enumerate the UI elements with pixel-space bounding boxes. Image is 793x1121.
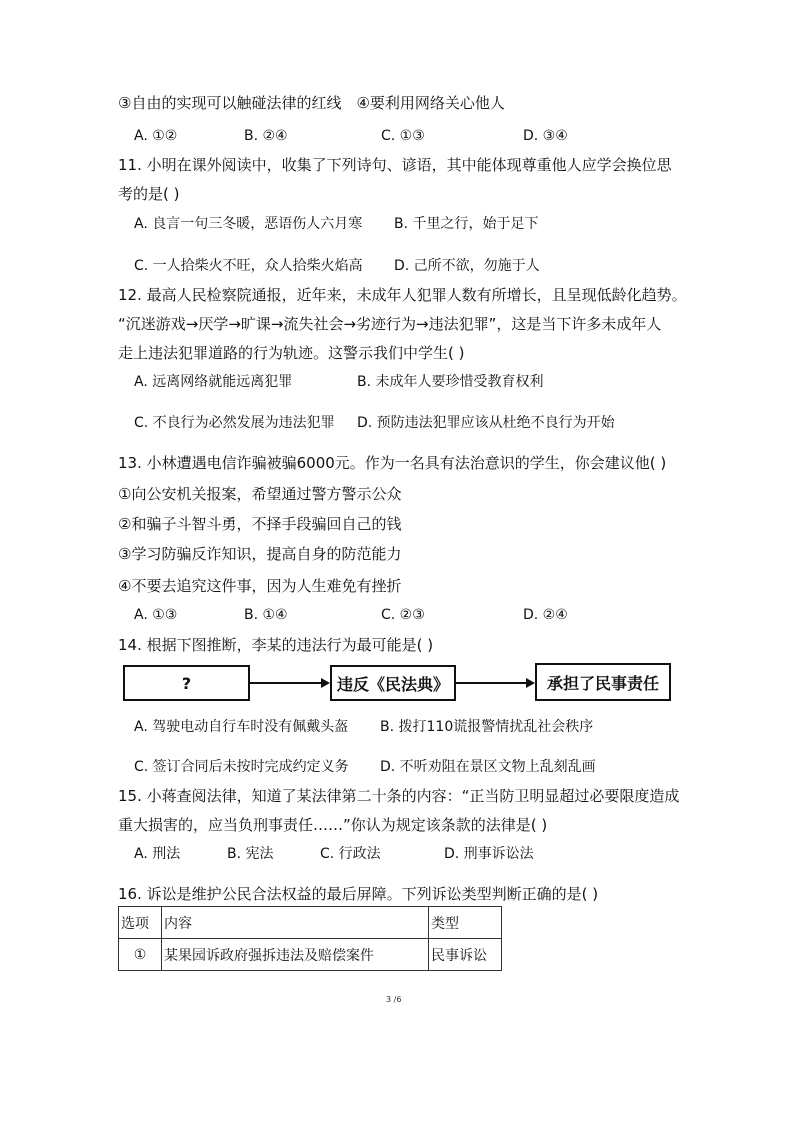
q14-option-d: D. 不听劝阻在景区文物上乱刻乱画	[380, 759, 596, 775]
page-number: 3 /6	[386, 995, 402, 1004]
q10-option-b: B. ②④	[244, 128, 288, 144]
diagram-arrow-2	[456, 682, 527, 684]
q13-statement-2: ②和骗子斗智斗勇，不择手段骗回自己的钱	[118, 515, 402, 533]
table-header-type: 类型	[429, 907, 502, 939]
table-cell-option: ①	[119, 939, 162, 971]
q10-option-c: C. ①③	[381, 128, 425, 144]
q15-option-d: D. 刑事诉讼法	[444, 846, 534, 862]
q15-option-a: A. 刑法	[134, 846, 181, 862]
table-header-option: 选项	[119, 907, 162, 939]
q11-option-c: C. 一人拾柴火不旺，众人拾柴火焰高	[134, 258, 363, 274]
q16-table	[118, 906, 502, 971]
diagram-box-unknown	[123, 665, 250, 701]
q13-stem: 13. 小林遭遇电信诈骗被骗6000元。作为一名具有法治意识的学生，你会建议他( )	[118, 454, 667, 472]
q12-option-b: B. 未成年人要珍惜受教育权利	[357, 374, 544, 390]
q14-option-c: C. 签订合同后未按时完成约定义务	[134, 759, 349, 775]
q13-statement-3: ③学习防骗反诈知识，提高自身的防范能力	[118, 545, 402, 563]
q13-option-d: D. ②④	[523, 607, 568, 623]
q11-stem-1: 11. 小明在课外阅读中，收集了下列诗句、谚语，其中能体现尊重他人应学会换位思	[118, 156, 672, 174]
diagram-box-liability-label: 承担了民事责任	[546, 673, 659, 693]
q13-statement-1: ①向公安机关报案，希望通过警方警示公众	[118, 485, 402, 503]
table-row	[119, 939, 502, 971]
diagram-box-violation	[330, 665, 456, 701]
diagram-arrowhead-2	[526, 678, 535, 688]
q11-option-b: B. 千里之行，始于足下	[394, 216, 539, 232]
q12-stem-1: 12. 最高人民检察院通报，近年来，未成年人犯罪人数有所增长，且呈现低龄化趋势。	[118, 286, 687, 304]
q12-stem-2: “沉迷游戏→厌学→旷课→流失社会→劣迹行为→违法犯罪”，这是当下许多未成年人	[118, 315, 662, 333]
q11-option-d: D. 己所不欲，勿施于人	[394, 258, 540, 274]
q15-option-c: C. 行政法	[320, 846, 381, 862]
q12-option-c: C. 不良行为必然发展为违法犯罪	[134, 415, 335, 431]
q15-option-b: B. 宪法	[227, 846, 274, 862]
q10-option-d: D. ③④	[523, 128, 568, 144]
diagram-box-liability	[535, 663, 671, 701]
q16-stem: 16. 诉讼是维护公民合法权益的最后屏障。下列诉讼类型判断正确的是( )	[118, 885, 599, 903]
q15-stem-2: 重大损害的，应当负刑事责任……”你认为规定该条款的法律是( )	[118, 816, 548, 834]
table-cell-type: 民事诉讼	[429, 939, 502, 971]
q13-statement-4: ④不要去追究这件事，因为人生难免有挫折	[118, 577, 402, 595]
q11-stem-2: 考的是( )	[118, 185, 180, 203]
q11-option-a: A. 良言一句三冬暖，恶语伤人六月寒	[134, 216, 363, 232]
diagram-box-violation-label: 违反《民法典》	[336, 674, 449, 694]
diagram-arrow-1	[250, 682, 322, 684]
q14-stem: 14. 根据下图推断，李某的违法行为最可能是( )	[118, 636, 434, 654]
q13-option-a: A. ①③	[134, 607, 178, 623]
q13-option-b: B. ①④	[244, 607, 288, 623]
diagram-box-unknown-label: ?	[181, 673, 192, 693]
q15-stem-1: 15. 小蒋查阅法律，知道了某法律第二十条的内容：“正当防卫明显超过必要限度造成	[118, 787, 680, 805]
q10-statements: ③自由的实现可以触碰法律的红线 ④要利用网络关心他人	[118, 94, 505, 112]
q12-option-d: D. 预防违法犯罪应该从杜绝不良行为开始	[357, 415, 615, 431]
q13-option-c: C. ②③	[381, 607, 425, 623]
q10-option-a: A. ①②	[134, 128, 178, 144]
table-header-row	[119, 907, 502, 939]
q12-option-a: A. 远离网络就能远离犯罪	[134, 374, 293, 390]
table-header-content: 内容	[162, 907, 429, 939]
table-cell-content: 某果园诉政府强拆违法及赔偿案件	[162, 939, 429, 971]
q12-stem-3: 走上违法犯罪道路的行为轨迹。这警示我们中学生( )	[118, 344, 465, 362]
q14-option-a: A. 驾驶电动自行车时没有佩戴头盔	[134, 719, 349, 735]
diagram-arrowhead-1	[321, 678, 330, 688]
q14-option-b: B. 拨打110谎报警情扰乱社会秩序	[380, 719, 594, 735]
